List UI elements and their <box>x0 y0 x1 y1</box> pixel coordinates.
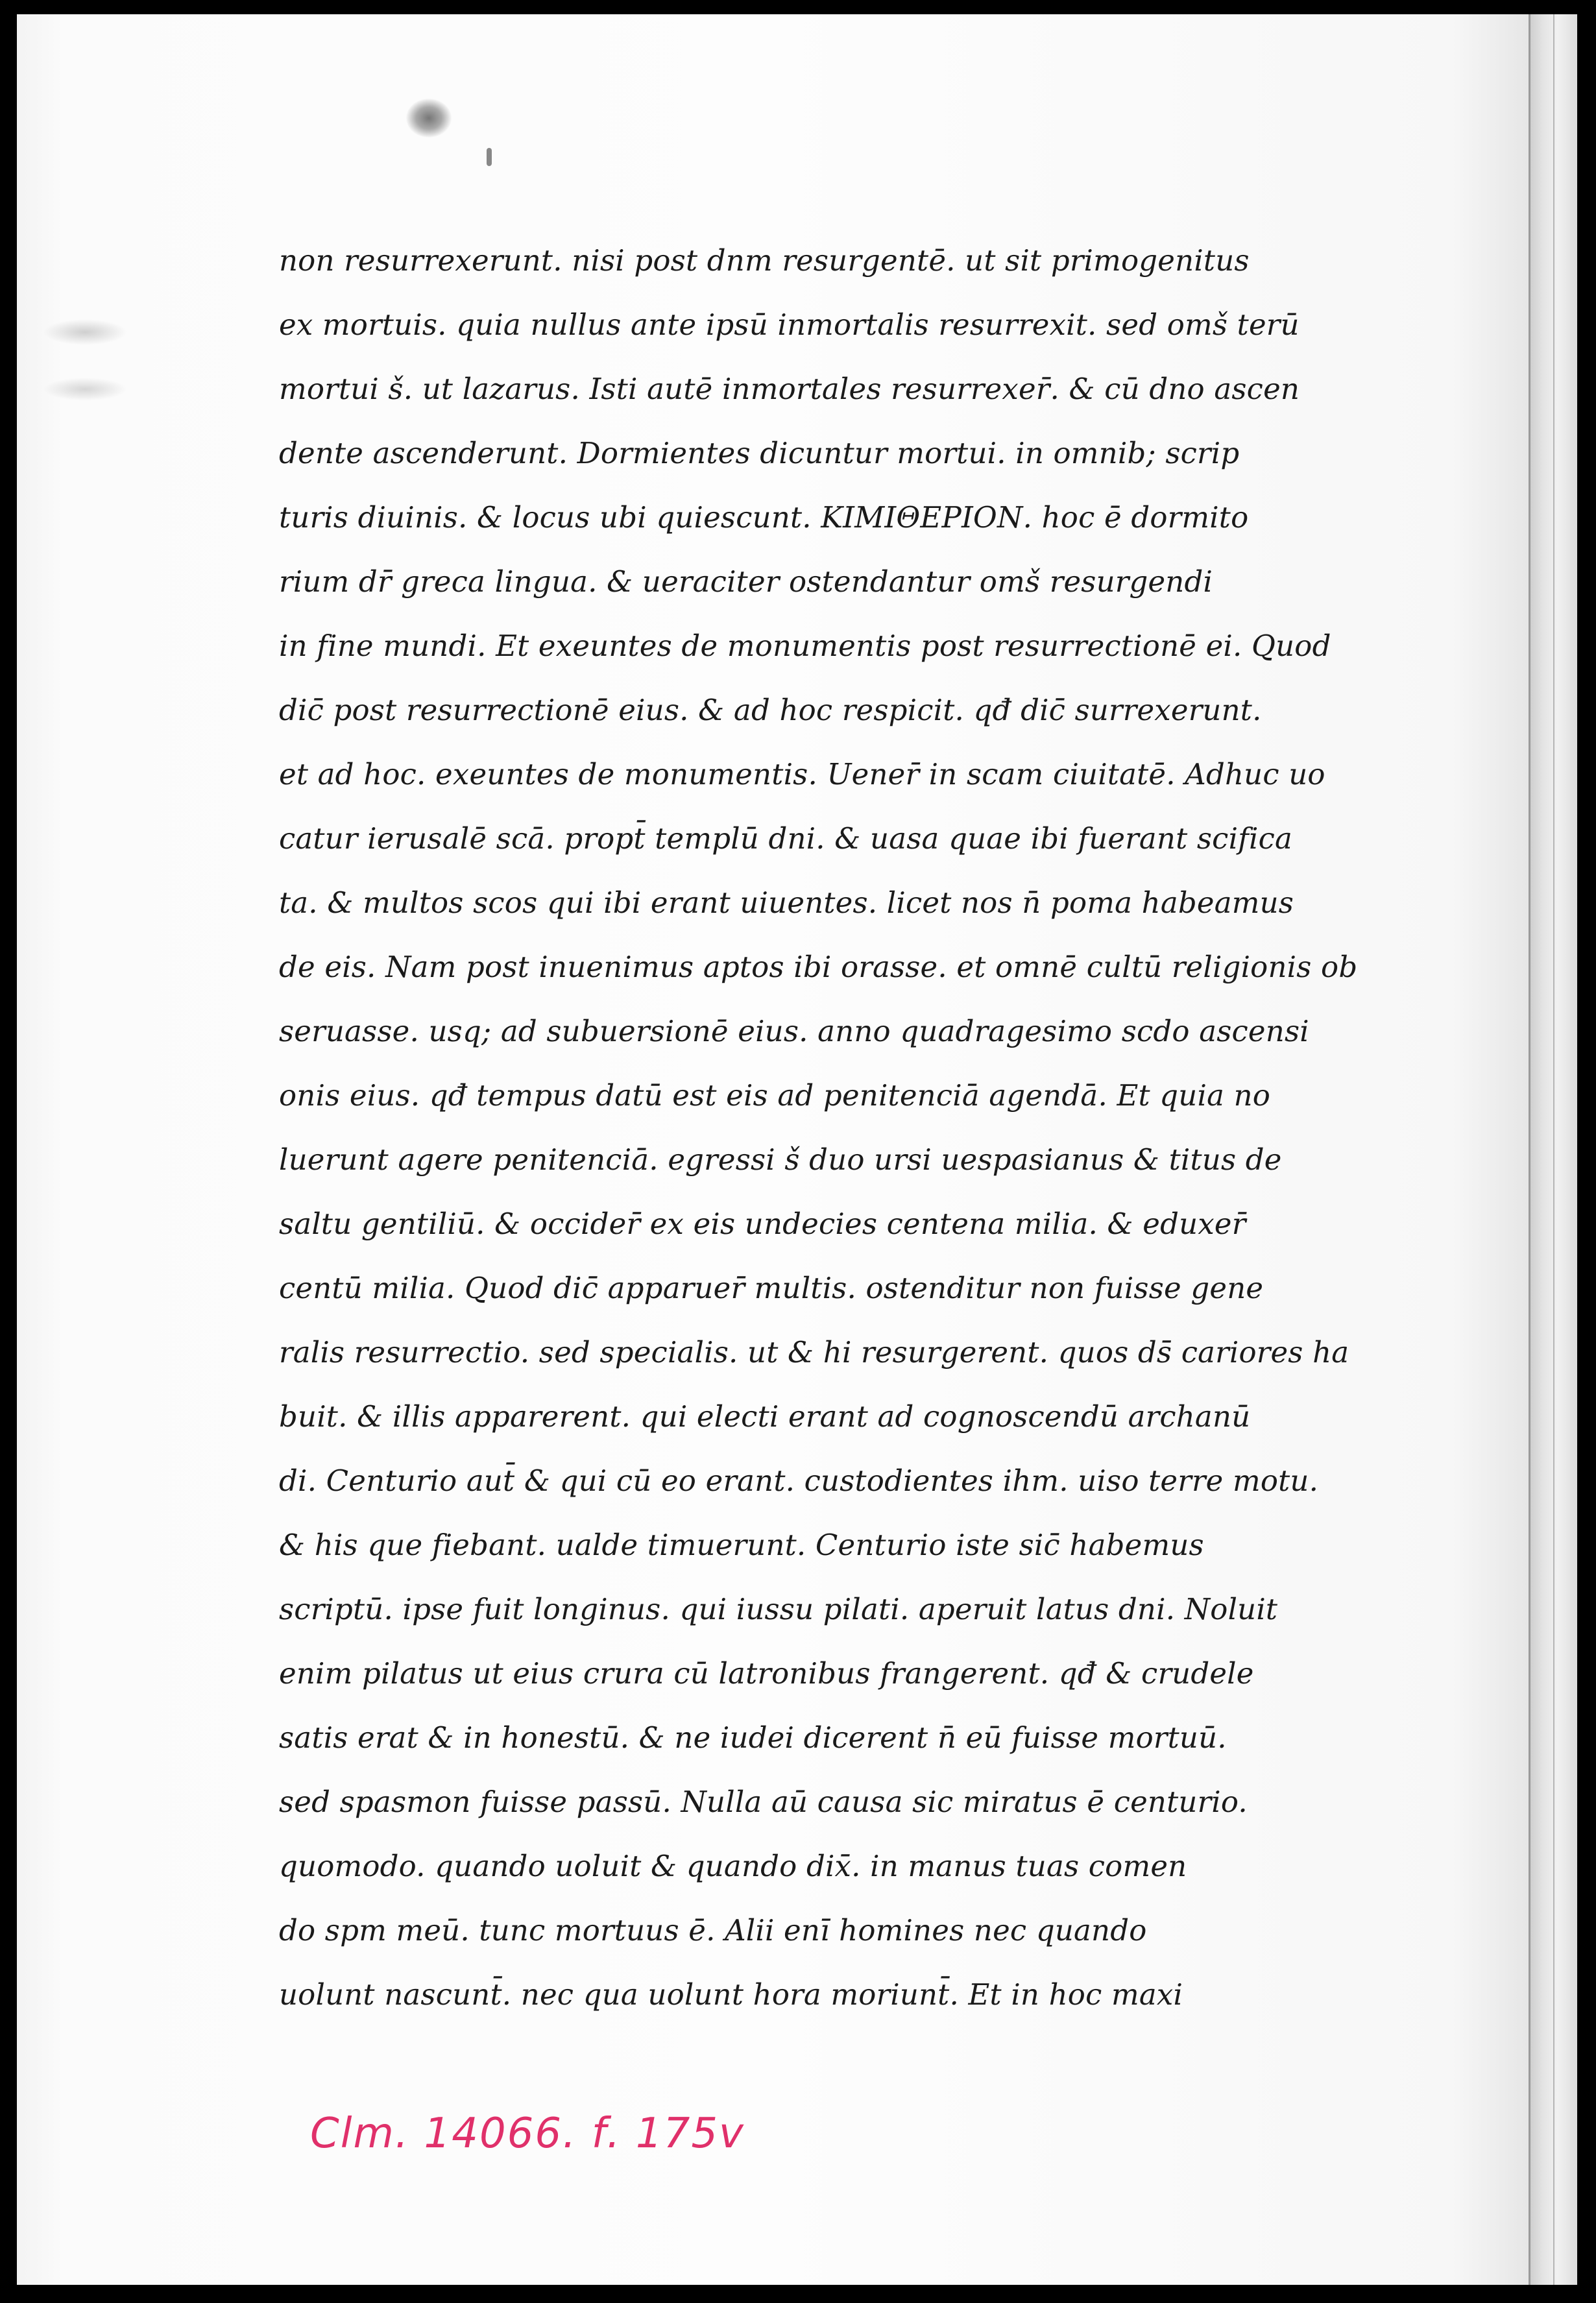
text-line: enim pilatus ut eius crura cū latronibus frangerent. qđ & crudele <box>279 1656 1254 1691</box>
text-line: in fine mundi. Et exeuntes de monumentis post resurrectionē ei. Quod <box>279 629 1331 663</box>
manuscript-photograph <box>17 14 1577 2285</box>
text-line: dic̄ post resurrectionē eius. & ad hoc respicit. qđ dic̄ surrexerunt. <box>279 693 1262 727</box>
text-line: buit. & illis apparerent. qui electi erant ad cognoscendū archanū <box>279 1399 1251 1434</box>
text-line: onis eius. qđ tempus datū est eis ad penitenciā agendā. Et quia no <box>279 1078 1271 1113</box>
ink-mark <box>487 148 492 166</box>
text-line: & his que fiebant. ualde timuerunt. Centurio iste sic̄ habemus <box>279 1528 1204 1562</box>
text-line: quomodo. quando uoluit & quando dix̄. in manus tuas comen <box>279 1849 1187 1883</box>
text-line: ralis resurrectio. sed specialis. ut & hi resurgerent. quos ds̄ cariores ha <box>279 1335 1349 1369</box>
text-line: do spm meū. tunc mortuus ē. Alii enī homines nec quando <box>279 1913 1147 1947</box>
text-line: et ad hoc. exeuntes de monumentis. Uener̄ in scam ciuitatē. Adhuc uo <box>279 757 1325 791</box>
text-line: ex mortuis. quia nullus ante ipsū inmortalis resurrexit. sed omš terū <box>279 307 1300 342</box>
manuscript-text <box>279 228 1499 2027</box>
ink-smudge <box>406 99 452 138</box>
text-line: dente ascenderunt. Dormientes dicuntur mortui. in omnib; scrip <box>279 436 1240 470</box>
text-line: satis erat & in honestū. & ne iudei dicerent n̄ eū fuisse mortuū. <box>279 1720 1227 1755</box>
text-line: seruasse. usq; ad subuersionē eius. anno quadragesimo scdo ascensi <box>279 1014 1309 1048</box>
text-line: non resurrexerunt. nisi post dnm resurgentē. ut sit primogenitus <box>279 243 1250 278</box>
text-line: mortui š. ut lazarus. Isti autē inmortales resurrexer̄. & cū dno ascen <box>279 372 1300 406</box>
text-line: ta. & multos scos qui ibi erant uiuentes. licet nos n̄ poma habeamus <box>279 886 1294 920</box>
text-line: uolunt nascunt̄. nec qua uolunt hora moriunt̄. Et in hoc maxi <box>279 1977 1183 2012</box>
text-line: catur ierusalē scā. propt̄ templū dni. & uasa quae ibi fuerant scifica <box>279 821 1293 856</box>
text-line: rium dr̄ greca lingua. & ueraciter ostendantur omš resurgendi <box>279 564 1213 599</box>
text-line: scriptū. ipse fuit longinus. qui iussu pilati. aperuit latus dni. Noluit <box>279 1592 1278 1626</box>
library-shelfmark: Clm. 14066. f. 175v <box>310 2110 745 2158</box>
text-line: di. Centurio aut̄ & qui cū eo erant. custodientes ihm. uiso terre motu. <box>279 1464 1319 1498</box>
faded-margin-note <box>43 319 127 345</box>
text-line: de eis. Nam post inuenimus aptos ibi orasse. et omnē cultū religionis ob <box>279 950 1358 984</box>
text-line: luerunt agere penitenciā. egressi š duo ursi uespasianus & titus de <box>279 1142 1282 1177</box>
text-line: saltu gentiliū. & occider̄ ex eis undecies centena milia. & eduxer̄ <box>279 1207 1246 1241</box>
gutter-edge <box>1553 14 1554 2285</box>
text-line: centū milia. Quod dic̄ apparuer̄ multis. ostenditur non fuisse gene <box>279 1271 1264 1305</box>
text-line: turis diuinis. & locus ubi quiescunt. KIMIΘΕΡΙΟΝ. hoc ē dormito <box>279 500 1249 535</box>
text-line: sed spasmon fuisse passū. Nulla aū causa sic miratus ē centurio. <box>279 1785 1248 1819</box>
faded-margin-note <box>43 378 127 401</box>
